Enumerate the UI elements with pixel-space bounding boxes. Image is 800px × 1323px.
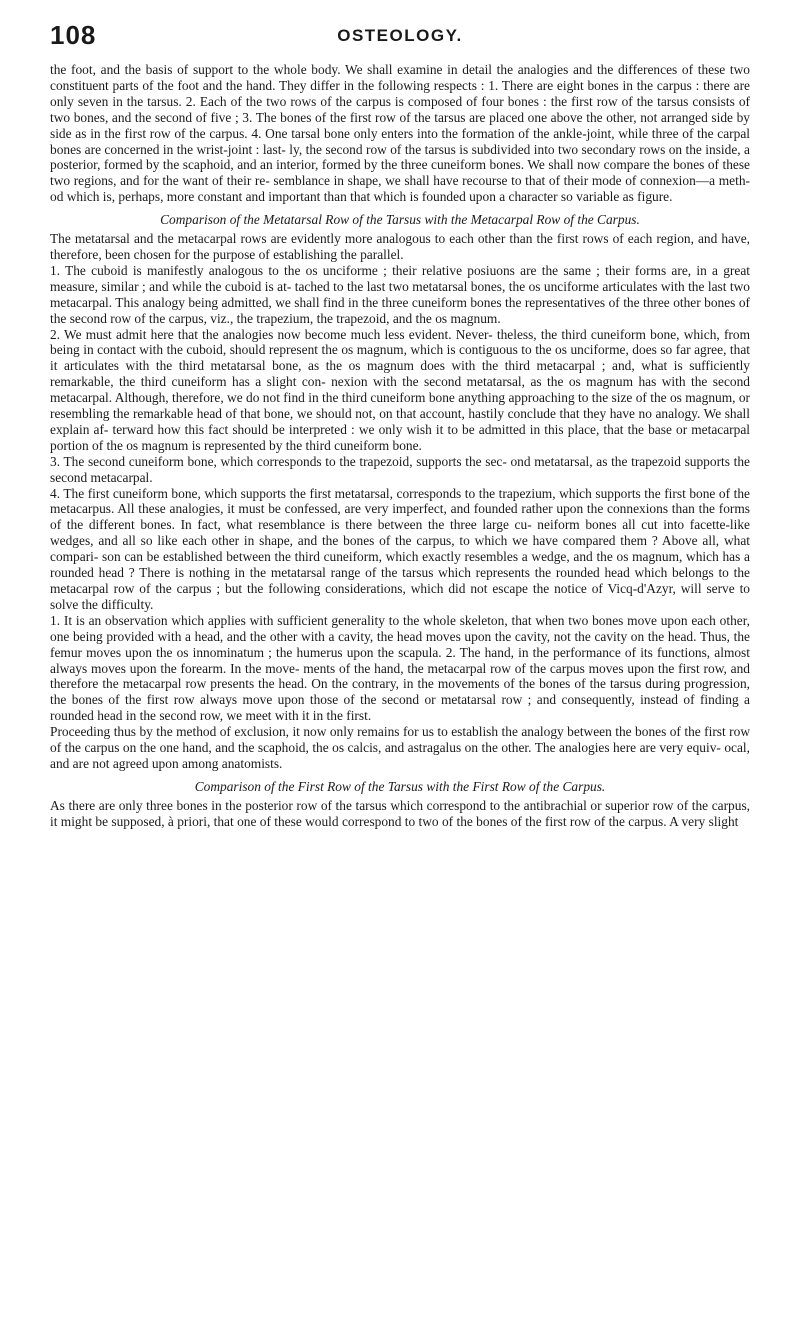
paragraph: 1. The cuboid is manifestly analogous to the os unciforme ; their relative posiuons are the same ; their forms are, in a great measure, similar ; and while the cuboid is at- tached to the last two metatarsal bones, the os unciforme articulates with the last two metacarpal. This analogy being admitted, we shall find in the three cuneiform bones the representatives of the three other bones of the second row of the carpus, viz., the trapezium, the trapezoid, and the os magnum. — [50, 262, 750, 326]
paragraph: 4. The first cuneiform bone, which supports the first metatarsal, corresponds to the trapezium, which supports the first bone of the metacarpus. All these analogies, it must be confessed, are very imperfect, and founded rather upon the connexions than the forms of the different bones. In fact, what resemblance is there between the three large cu- neiform bones all cut into facette-like wedges, and all so like each other in shape, and the bones of the carpus, to which we have compared them ? Above all, what compari- son can be established between the third cuneiform, which exactly resembles a wedge, and the os magnum, which has a rounded head ? There is nothing in the metatarsal range of the tarsus which represents the rounded head which belongs to the metacarpal row of the carpus ; but the following considerations, which did not escape the notice of Vicq-d'Azyr, will serve to solve the difficulty. — [50, 485, 750, 612]
body-text — [50, 62, 750, 830]
section-heading: Comparison of the Metatarsal Row of the Tarsus with the Metacarpal Row of the Carpus. — [160, 212, 640, 228]
paragraph: 1. It is an observation which applies with sufficient generality to the whole skeleton, that when two bones move upon each other, one being provided with a head, and the other with a cavity, the head moves upon the cavity, not the cavity on the head. Thus, the femur moves upon the os innominatum ; the humerus upon the scapula. 2. The hand, in the performance of its functions, almost always moves upon the forearm. In the move- ments of the hand, the metacarpal row of the carpus moves upon the first row, and therefore the metacarpal row presents the head. On the contrary, in the movements of the bones of the tarsus during progression, the bones of the first row always move upon those of the second or metatarsal row ; and consequently, instead of finding a rounded head in the second row, we meet with it in the first. — [50, 612, 750, 724]
paragraph: Proceeding thus by the method of exclusion, it now only remains for us to establish the analogy between the bones of the first row of the carpus on the one hand, and the scaphoid, the os calcis, and astragalus on the other. The analogies here are very equiv- ocal, and are not agreed upon among anatomists. — [50, 724, 750, 771]
paragraph: 3. The second cuneiform bone, which corresponds to the trapezoid, supports the sec- ond metatarsal, as the trapezoid supports the second metacarpal. — [50, 453, 750, 485]
section-heading: Comparison of the First Row of the Tarsus with the First Row of the Carpus. — [194, 778, 606, 794]
paragraph: 2. We must admit here that the analogies now become much less evident. Never- theless, the third cuneiform bone, which, from being in contact with the cuboid, should represent the os magnum, which is contiguous to the os unciforme, does so far agree, that it articulates with the third metatarsal bone, as the os magnum does with the third metacarpal ; and, what is sufficiently remarkable, the third cuneiform has a slight con- nexion with the second metatarsal, as the os magnum has with the second metacarpal. Although, therefore, we do not find in the third cuneiform bone anything approaching to the size of the os magnum, or resembling the remarkable head of that bone, we should not, on that account, hastily conclude that they have no analogy. We shall explain af- terward how this fact should be interpreted : we only wish it to be admitted in this place, that the base or metacarpal portion of the os magnum is represented by the third cuneiform bone. — [50, 326, 750, 453]
running-title: OSTEOLOGY. — [337, 26, 463, 45]
paragraph: the foot, and the basis of support to the whole body. We shall examine in detail the analogies and the differences of these two constituent parts of the foot and the hand. They differ in the following respects : 1. There are eight bones in the carpus : there are only seven in the tarsus. 2. Each of the two rows of the carpus is composed of four bones : the first row of the tarsus consists of two bones, and the second of five ; 3. The bones of the first row of the tarsus are placed one above the other, not arranged side by side as in the first row of the carpus. 4. One tarsal bone only enters into the formation of the ankle-joint, while three of the carpal bones are concerned in the wrist-joint : last- ly, the second row of the tarsus is subdivided into two secondary rows on the inside, a posterior, formed by the scaphoid, and an interior, formed by the three cuneiform bones. We shall now compare the bones of these two regions, and for the want of their re- semblance in shape, we shall have recourse to that of their mode of connexion—a meth- od which is, perhaps, more constant and important than that which is founded upon a character so variable as figure. — [50, 62, 750, 205]
book-page — [50, 20, 750, 830]
paragraph: As there are only three bones in the posterior row of the tarsus which correspond to the antibrachial or superior row of the carpus, it might be supposed, à priori, that one of these would correspond to two of the bones of the first row of the carpus. A very slight — [50, 797, 750, 829]
paragraph: The metatarsal and the metacarpal rows are evidently more analogous to each other than the first rows of each region, and have, therefore, been chosen for the purpose of establishing the parallel. — [50, 231, 750, 262]
page-number: 108 — [50, 20, 97, 50]
running-head — [50, 20, 750, 54]
